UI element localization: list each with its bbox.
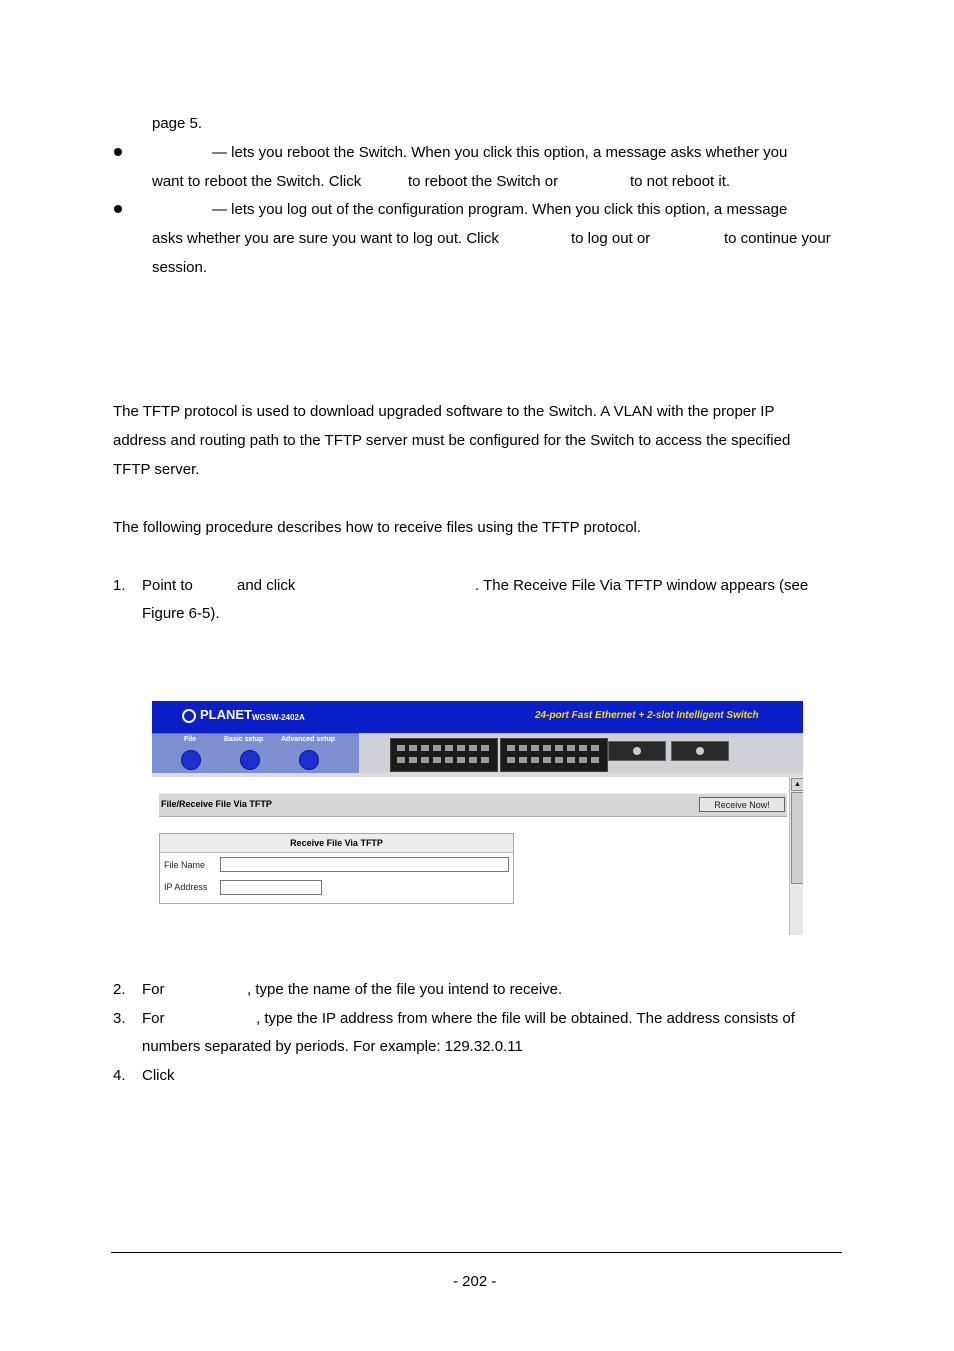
bullet2-line3: session. xyxy=(152,259,208,276)
expansion-slot-1 xyxy=(608,741,666,761)
bullet1-line2c: to not reboot it. xyxy=(630,173,731,190)
bullet2-line2a: asks whether you are sure you want to log out. Click xyxy=(152,230,499,247)
switch-port-icon xyxy=(531,745,539,751)
figure-screenshot xyxy=(152,701,803,935)
bullet-icon xyxy=(114,148,122,156)
switch-port-icon xyxy=(469,745,477,751)
file-name-input[interactable] xyxy=(220,857,509,872)
intro-line2: address and routing path to the TFTP server must be configured for the Switch to access the specified xyxy=(113,432,791,449)
scroll-thumb[interactable] xyxy=(791,792,803,884)
step4-number: 4. xyxy=(113,1067,126,1084)
intro-line1: The TFTP protocol is used to download upgraded software to the Switch. A VLAN with the proper IP xyxy=(113,403,775,420)
switch-port-icon xyxy=(567,757,575,763)
step1-a: Point to xyxy=(142,577,193,594)
switch-port-icon xyxy=(457,745,465,751)
planet-logo-icon xyxy=(182,709,196,723)
port-block-1 xyxy=(390,738,498,772)
step1-line2: Figure 6-5). xyxy=(142,605,220,622)
step1-number: 1. xyxy=(113,577,126,594)
switch-port-icon xyxy=(433,757,441,763)
switch-port-icon xyxy=(433,745,441,751)
nav-file-label[interactable]: File xyxy=(184,736,197,743)
bullet1-line2a: want to reboot the Switch. Click xyxy=(152,173,362,190)
model-label: WGSW-2402A xyxy=(252,713,305,722)
nav-basic-button-icon[interactable] xyxy=(240,750,260,770)
switch-port-icon xyxy=(457,757,465,763)
footer-rule xyxy=(111,1252,842,1253)
page-number: - 202 - xyxy=(453,1273,497,1290)
bullet1-line2b: to reboot the Switch or xyxy=(408,173,559,190)
switch-port-icon xyxy=(469,757,477,763)
step4-a: Click xyxy=(142,1067,175,1084)
step3-a: For xyxy=(142,1010,165,1027)
intro-line3: TFTP server. xyxy=(113,461,200,478)
paragraph-continuation: page 5. xyxy=(152,115,203,132)
slot-knob-icon xyxy=(633,747,641,755)
step2-b: , type the name of the file you intend to receive. xyxy=(247,981,563,998)
switch-port-icon xyxy=(567,745,575,751)
bullet2-line1: — lets you log out of the configuration program. When you click this option, a message xyxy=(212,201,788,218)
switch-port-icon xyxy=(481,757,489,763)
switch-port-icon xyxy=(555,757,563,763)
bullet2-line2c: to continue your xyxy=(724,230,831,247)
switch-port-icon xyxy=(531,757,539,763)
step2-a: For xyxy=(142,981,165,998)
port-block-2 xyxy=(500,738,608,772)
bullet2-line2b: to log out or xyxy=(571,230,651,247)
form-title: Receive File Via TFTP xyxy=(160,834,513,853)
switch-port-icon xyxy=(397,745,405,751)
switch-port-icon xyxy=(579,745,587,751)
switch-port-icon xyxy=(507,745,515,751)
switch-port-icon xyxy=(579,757,587,763)
receive-form xyxy=(159,833,514,904)
ip-address-input[interactable] xyxy=(220,880,322,895)
page-title: File/Receive File Via TFTP xyxy=(161,799,272,809)
step1-b: and click xyxy=(237,577,296,594)
switch-port-icon xyxy=(591,745,599,751)
nav-basic-label[interactable]: Basic setup xyxy=(224,736,264,743)
header-divider xyxy=(152,773,803,777)
switch-port-icon xyxy=(421,745,429,751)
switch-port-icon xyxy=(409,745,417,751)
switch-port-icon xyxy=(445,757,453,763)
step1-c: . The Receive File Via TFTP window appears (see xyxy=(475,577,809,594)
procedure-text: The following procedure describes how to receive files using the TFTP protocol. xyxy=(113,519,642,536)
switch-port-icon xyxy=(421,757,429,763)
slot-knob-icon xyxy=(696,747,704,755)
step3-line2: numbers separated by periods. For example: 129.32.0.11 xyxy=(142,1038,523,1055)
file-name-label: File Name xyxy=(164,860,206,870)
switch-port-icon xyxy=(397,757,405,763)
switch-port-icon xyxy=(519,745,527,751)
switch-port-icon xyxy=(543,745,551,751)
tagline: 24-port Fast Ethernet + 2-slot Intelligent Switch xyxy=(535,710,759,721)
switch-port-icon xyxy=(543,757,551,763)
ip-address-label: IP Address xyxy=(164,882,208,892)
nav-bar xyxy=(152,733,359,774)
bullet-icon xyxy=(114,205,122,213)
page-titlebar xyxy=(159,793,787,817)
step3-b: , type the IP address from where the file will be obtained. The address consists of xyxy=(256,1010,795,1027)
switch-port-icon xyxy=(507,757,515,763)
nav-file-button-icon[interactable] xyxy=(181,750,201,770)
switch-port-icon xyxy=(409,757,417,763)
nav-advanced-button-icon[interactable] xyxy=(299,750,319,770)
step2-number: 2. xyxy=(113,981,126,998)
brand-logo: PLANET xyxy=(200,707,252,722)
bullet1-line1: — lets you reboot the Switch. When you click this option, a message asks whether you xyxy=(212,144,788,161)
expansion-slot-2 xyxy=(671,741,729,761)
app-header xyxy=(152,701,803,733)
receive-now-button[interactable]: Receive Now! xyxy=(699,797,785,812)
switch-port-icon xyxy=(591,757,599,763)
step3-number: 3. xyxy=(113,1010,126,1027)
switch-port-icon xyxy=(481,745,489,751)
switch-port-icon xyxy=(555,745,563,751)
scrollbar[interactable] xyxy=(789,777,803,935)
scroll-up-icon[interactable]: ▲ xyxy=(791,778,803,791)
switch-port-icon xyxy=(519,757,527,763)
switch-port-icon xyxy=(445,745,453,751)
nav-advanced-label[interactable]: Advanced setup xyxy=(281,736,336,743)
